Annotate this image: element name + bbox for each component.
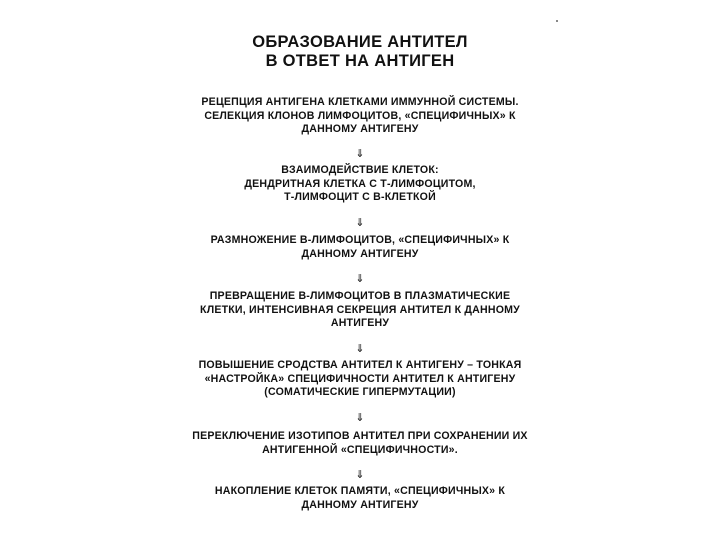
step-affinity-maturation	[150, 359, 570, 400]
step-line: НАКОПЛЕНИЕ КЛЕТОК ПАМЯТИ, «СПЕЦИФИЧНЫХ» К	[214, 485, 506, 497]
down-arrow-icon: ⇓	[355, 343, 365, 355]
step-line: АНТИГЕННОЙ «СПЕЦИФИЧНОСТИ».	[262, 443, 458, 456]
step-line: ДЕНДРИТНАЯ КЛЕТКА С Т-ЛИМФОЦИТОМ,	[244, 177, 476, 190]
down-arrow-icon: ⇓	[355, 469, 365, 481]
step-plasma-cell-conversion	[150, 290, 570, 331]
step-line: АНТИГЕНУ	[330, 317, 390, 329]
step-line: ВЗАИМОДЕЙСТВИЕ КЛЕТОК:	[281, 164, 439, 176]
step-line: «НАСТРОЙКА» СПЕЦИФИЧНОСТИ АНТИТЕЛ К АНТИГЕНУ	[204, 372, 516, 385]
step-line: ПРЕВРАЩЕНИЕ В-ЛИМФОЦИТОВ В ПЛАЗМАТИЧЕСКИЕ	[209, 290, 511, 302]
step-line: Т-ЛИМФОЦИТ С В-КЛЕТКОЙ	[284, 191, 436, 203]
page-title	[180, 33, 540, 71]
down-arrow-icon: ⇓	[355, 412, 365, 424]
down-arrow-icon: ⇓	[355, 273, 365, 285]
step-line: РЕЦЕПЦИЯ АНТИГЕНА КЛЕТКАМИ ИММУННОЙ СИСТЕМЫ.	[201, 96, 519, 108]
step-line: РАЗМНОЖЕНИЕ В-ЛИМФОЦИТОВ, «СПЕЦИФИЧНЫХ» К	[210, 234, 510, 246]
step-line: СЕЛЕКЦИЯ КЛОНОВ ЛИМФОЦИТОВ, «СПЕЦИФИЧНЫХ» К	[204, 109, 516, 122]
step-b-cell-proliferation	[150, 234, 570, 261]
down-arrow-icon: ⇓	[355, 217, 365, 229]
step-memory-cells	[150, 485, 570, 512]
step-antigen-reception	[150, 96, 570, 137]
step-cell-interaction	[150, 164, 570, 205]
down-arrow-icon: ⇓	[355, 148, 365, 160]
step-line: ДАННОМУ АНТИГЕНУ	[301, 247, 419, 260]
step-line: (СОМАТИЧЕСКИЕ ГИПЕРМУТАЦИИ)	[264, 386, 456, 398]
step-line: ПОВЫШЕНИЕ СРОДСТВА АНТИТЕЛ К АНТИГЕНУ – ТОНКАЯ	[198, 359, 522, 371]
step-line: ДАННОМУ АНТИГЕНУ	[301, 498, 419, 511]
step-line: ПЕРЕКЛЮЧЕНИЕ ИЗОТИПОВ АНТИТЕЛ ПРИ СОХРАНЕНИИ ИХ	[192, 430, 528, 442]
title-line-1: ОБРАЗОВАНИЕ АНТИТЕЛ	[252, 33, 468, 51]
title-line-2: В ОТВЕТ НА АНТИГЕН	[265, 52, 455, 70]
step-line: КЛЕТКИ, ИНТЕНСИВНАЯ СЕКРЕЦИЯ АНТИТЕЛ К ДАННОМУ	[200, 303, 520, 316]
scan-speck	[556, 20, 558, 22]
step-isotype-switching	[150, 430, 570, 457]
step-line: ДАННОМУ АНТИГЕНУ	[301, 123, 419, 135]
